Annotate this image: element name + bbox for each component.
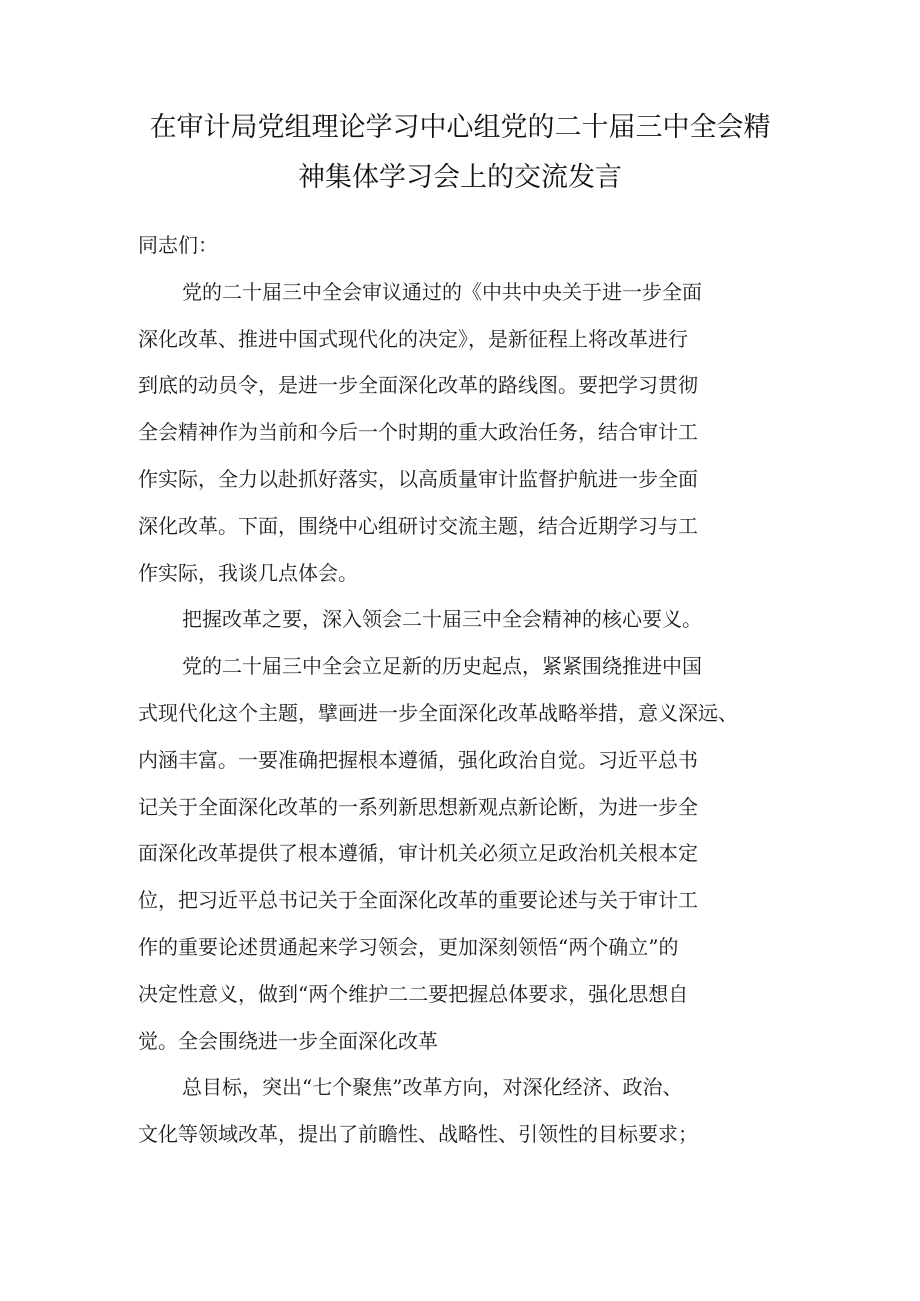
- paragraph-line: 文化等领域改革，提出了前瞻性、战略性、引领性的目标要求；: [138, 1122, 698, 1147]
- document-body: [138, 222, 798, 1158]
- section-heading: 把握改革之要，深入领会二十届三中全会精神的核心要义。: [182, 607, 702, 632]
- paragraph-line: 位，把习近平总书记关于全面深化改革的重要论述与关于审计工: [138, 888, 698, 913]
- document-title: [100, 103, 820, 203]
- paragraph-line: 面深化改革提供了根本遵循，审计机关必须立足政治机关根本定: [138, 841, 698, 866]
- paragraph-line: 决定性意义，做到“两个维护二二要把握总体要求，强化思想自: [138, 981, 689, 1006]
- paragraph-line: 式现代化这个主题，擘画进一步全面深化改革战略举措，意义深远、: [138, 700, 738, 725]
- paragraph-line: 深化改革、推进中国式现代化的决定》，是新征程上将改革进行: [138, 326, 688, 351]
- paragraph-line: 总目标，突出“七个聚焦”改革方向，对深化经济、政治、: [182, 1075, 683, 1100]
- paragraph-line: 觉。全会围绕进一步全面深化改革: [138, 1028, 438, 1053]
- paragraph-line: 全会精神作为当前和今后一个时期的重大政治任务，结合审计工: [138, 420, 698, 445]
- paragraph-line: 记关于全面深化改革的一系列新思想新观点新论断，为进一步全: [138, 794, 698, 819]
- paragraph-line: 党的二十届三中全会立足新的历史起点，紧紧围绕推进中国: [182, 654, 702, 679]
- paragraph-line: 党的二十届三中全会审议通过的《中共中央关于进一步全面: [182, 279, 702, 304]
- title-line-1: 在审计局党组理论学习中心组党的二十届三中全会精: [149, 112, 771, 143]
- paragraph-line: 深化改革。下面，围绕中心组研讨交流主题，结合近期学习与工: [138, 513, 698, 538]
- title-line-2: 神集体学习会上的交流发言: [298, 162, 622, 193]
- paragraph-line: 作的重要论述贯通起来学习领会，更加深刻领悟“两个确立”的: [138, 934, 679, 959]
- paragraph-line: 内涵丰富。一要准确把握根本遵循，强化政治自觉。习近平总书: [138, 747, 698, 772]
- paragraph-line: 作实际，我谈几点体会。: [138, 560, 358, 585]
- paragraph-line: 作实际，全力以赴抓好落实，以高质量审计监督护航进一步全面: [138, 466, 698, 491]
- paragraph-line: 到底的动员令，是进一步全面深化改革的路线图。要把学习贯彻: [138, 373, 698, 398]
- salutation: 同志们：: [138, 233, 218, 257]
